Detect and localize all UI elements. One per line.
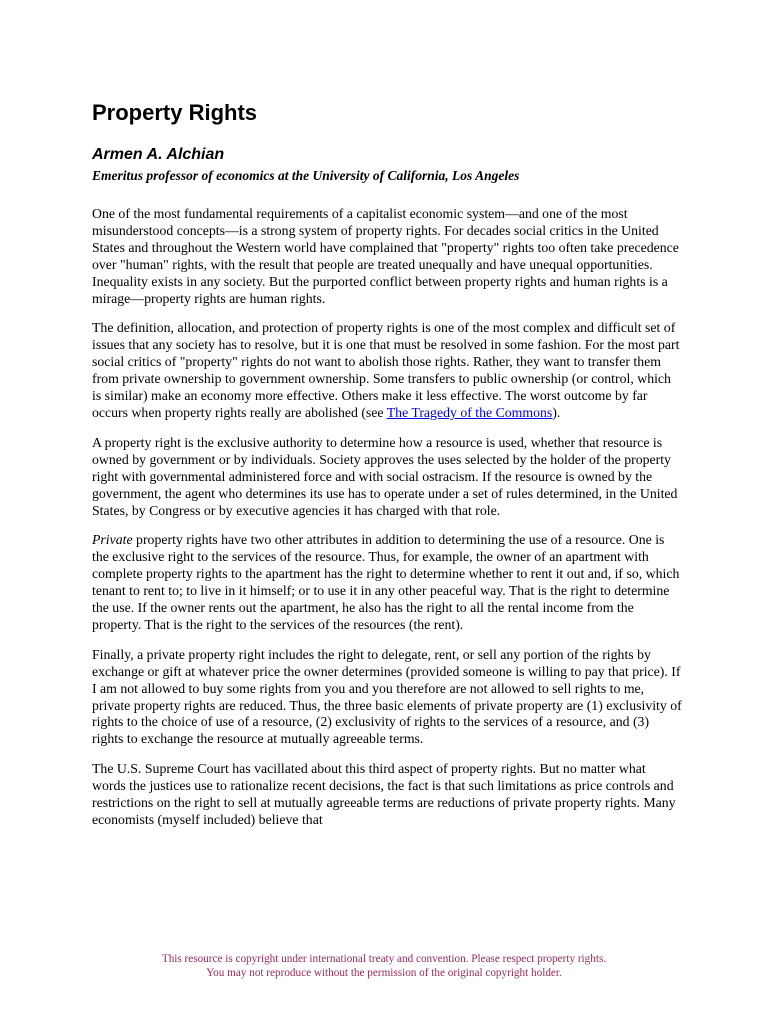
article-body (92, 206, 682, 842)
paragraph-6: The U.S. Supreme Court has vacillated about this third aspect of property rights. But no matter what words the justices use to rationalize recent decisions, the fact is that such limitations as price controls and restrictions on the right to sell at mutually agreeable terms are reductions of private property rights. Many economists (myself included) believe that (92, 761, 676, 827)
author-affiliation: Emeritus professor of economics at the University of California, Los Angeles (92, 168, 520, 183)
paragraph-1: One of the most fundamental requirements of a capitalist economic system—and one of the most misunderstood concepts—is a strong system of property rights. For decades social critics in the United States and throughout the Western world have complained that "property" rights too often take precedence over "human" rights, with the result that people are treated unequally and have unequal opportunities. Inequality exists in any society. But the purported conflict between property rights and human rights is a mirage—property rights are human rights. (92, 206, 679, 306)
paragraph-3: A property right is the exclusive authority to determine how a resource is used, whether that resource is owned by government or by individuals. Society approves the uses selected by the holder of the property right with governmental administered force and with social ostracism. If the resource is owned by the government, the agent who determines its use has to operate under a set of rules determined, in the United States, by Congress or by executive agencies it has charged with that role. (92, 434, 678, 518)
copyright-line-2: You may not reproduce without the permission of the original copyright holder. (206, 967, 562, 979)
author-name: Armen A. Alchian (92, 146, 225, 163)
paragraph-2-tail: ). (552, 404, 561, 420)
tragedy-of-the-commons-link[interactable]: The Tragedy of the Commons (386, 404, 553, 420)
copyright-line-1: This resource is copyright under international treaty and convention. Please respect property rights. (161, 953, 607, 965)
page-title: Property Rights (92, 100, 258, 125)
paragraph-5: Finally, a private property right includes the right to delegate, rent, or sell any portion of the rights by exchange or gift at whatever price the owner determines (provided someone is willing to pay that price). If I am not allowed to buy some rights from you and you therefore are not allowed to sell rights to me, private property rights are reduced. Thus, the three basic elements of private property are (1) exclusivity of rights to the choice of use of a resource, (2) exclusivity of rights to the services of a resource, and (3) rights to exchange the resource at mutually agreeable terms. (92, 646, 682, 747)
paragraph-2 (92, 320, 682, 421)
paragraph-4-text: property rights have two other attributes in addition to determining the use of a resource. One is the exclusive right to the services of the resource. Thus, for example, the owner of an apartment with complete property rights to the apartment has the right to determine whether to rent it out and, if so, which tenant to rent to; to live in it himself; or to use it in any other peaceful way. That is the right to determine the use. If the owner rents out the apartment, he also has the right to all the rental income from the property. That is the right to the services of the resources (the rent). (92, 532, 680, 632)
copyright-footer (0, 952, 768, 980)
paragraph-2-text: The definition, allocation, and protection of property rights is one of the most complex and difficult set of issues that any society has to resolve, but it is one that must be resolved in some fashion. For the most part social critics of "property" rights do not want to abolish those rights. Rather, they want to transfer them from private ownership to government ownership. Some transfers to public ownership (or control, which is similar) make an economy more effective. Others make it less effective. The worst outcome by far occurs when property rights really are abolished (see (92, 320, 680, 420)
paragraph-4-italic-lead: Private (92, 532, 133, 548)
paragraph-4 (92, 532, 682, 633)
